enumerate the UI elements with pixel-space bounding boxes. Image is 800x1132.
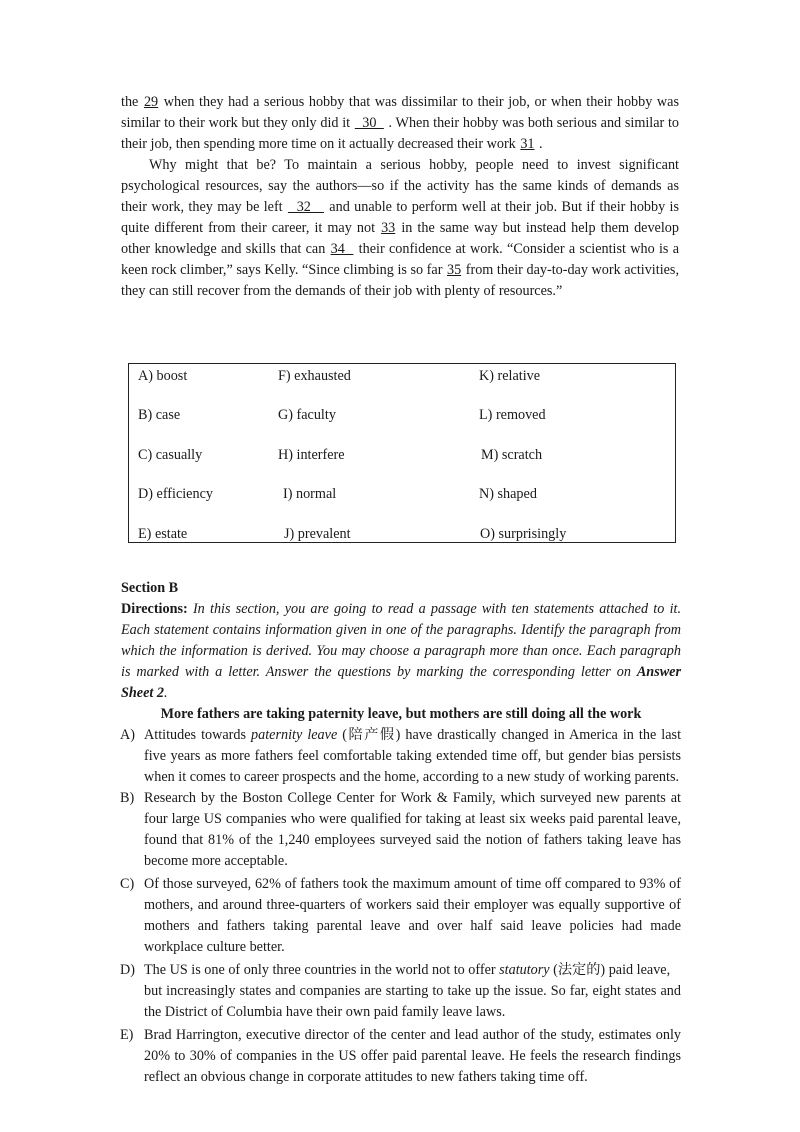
paragraph-c	[121, 874, 681, 958]
paragraph-text: Research by the Boston College Center for Work & Family, which surveyed new parents at four large US companies who were qualified for taking at least six weeks paid parental leave, found that 81% of the 1,240 employees surveyed said the notion of fathers taking leave has become more acceptable.	[144, 790, 681, 869]
paragraph-a	[121, 725, 681, 788]
word-option: C) casually	[138, 447, 203, 463]
text: from their day-to-day work activities, they can still recover from the demands of their job with plenty of resources.”	[121, 262, 680, 299]
blank-29: 29	[143, 94, 159, 110]
word-option: B) case	[138, 407, 181, 423]
paragraph-text	[144, 960, 681, 1023]
paragraph-letter: D)	[120, 962, 135, 978]
directions-end: .	[163, 685, 168, 701]
passage-continued	[121, 92, 679, 302]
word-option: J) prevalent	[284, 526, 351, 542]
paragraph-text: Brad Harrington, executive director of the center and lead author of the study, estimates only 20% to 30% of companies in the US offer paid parental leave. He feels the research findings reflect an obvious change in corporate attitudes to new fathers taking time off.	[144, 1027, 681, 1085]
word-option: D) efficiency	[138, 486, 213, 502]
italic-term: statutory	[499, 962, 550, 978]
blank-34: 34	[330, 241, 354, 257]
passage-paragraph-2	[121, 155, 679, 302]
paragraph-text: Of those surveyed, 62% of fathers took the maximum amount of time off compared to 93% of mothers, and around three-quarters of workers said their employer was equally supportive of mothers and fathers taking parental leave and over half said leave policies had made workplace culture better.	[144, 876, 681, 955]
passage-title: More fathers are taking paternity leave, but mothers are still doing all the work	[160, 706, 642, 722]
word-option: G) faculty	[278, 407, 336, 423]
section-title: Section B	[121, 580, 179, 596]
paragraph-letter: E)	[120, 1027, 134, 1043]
blank-33: 33	[381, 220, 396, 236]
text: (法定的) paid leave,	[549, 962, 671, 978]
answer-sheet-ref: Answer Sheet 2	[121, 664, 681, 701]
word-option: F) exhausted	[278, 368, 351, 384]
word-option: M) scratch	[481, 447, 543, 463]
text: in the same way but instead help them develop other knowledge and skills that can	[121, 220, 679, 257]
word-option: A) boost	[138, 368, 188, 384]
text: Why might that be? To maintain a serious hobby, people need to invest significant psychological resources, say the authors—so if the activity has the same kinds of demands as their work, they may be left	[121, 157, 679, 215]
text: their confidence at work. “Consider a scientist who is a keen rock climber,” says Kelly. “Since climbing is so far	[121, 241, 680, 278]
word-option: N) shaped	[479, 486, 537, 502]
text: but increasingly states and companies are starting to take up the issue. So far, eight states and the District of Columbia have their own paid family leave laws.	[144, 983, 681, 1020]
blank-30: 30	[354, 115, 384, 131]
text: .	[535, 136, 543, 152]
paragraph-letter: A)	[120, 727, 135, 743]
word-option: O) surprisingly	[480, 526, 567, 542]
section-b	[121, 578, 681, 1088]
paragraph-letter: C)	[120, 876, 135, 892]
text: The US is one of only three countries in the world not to offer	[144, 962, 500, 978]
blank-31: 31	[520, 136, 535, 152]
passage-paragraph-1	[121, 92, 679, 155]
directions-label: Directions:	[121, 601, 188, 617]
word-option: E) estate	[138, 526, 188, 542]
paragraph-d	[121, 960, 681, 1023]
text: Attitudes towards	[144, 727, 252, 743]
word-option: H) interfere	[278, 447, 345, 463]
text: when they had a serious hobby that was dissimilar to their job, or when their hobby was similar to their work but they only did it	[121, 94, 679, 131]
word-option: L) removed	[479, 407, 546, 423]
italic-term: paternity leave	[251, 727, 338, 743]
paragraph-e	[121, 1025, 681, 1088]
paragraph-letter: B)	[120, 790, 135, 806]
directions	[121, 599, 681, 704]
text: . When their hobby was both serious and similar to their job, then spending more time on it actually decreased their work	[121, 115, 680, 152]
word-option: K) relative	[479, 368, 541, 384]
word-option: I) normal	[283, 486, 337, 502]
blank-35: 35	[447, 262, 462, 278]
text: (陪产假) have drastically changed in America in the last five years as more fathers feel comfortable taking extended time off, but gender bias persists when it comes to career prospects and the home, according to a new study of working parents.	[144, 727, 682, 785]
text: and unable to perform well at their job. But if their hobby is quite different from their career, it may not	[121, 199, 680, 236]
paragraph-b	[121, 788, 681, 872]
paragraph-text	[144, 725, 681, 788]
word-bank-table	[128, 363, 676, 543]
directions-text: In this section, you are going to read a passage with ten statements attached to it. Each statement contains information given in one of the paragraphs. Identify the paragraph from which the information is derived. You may choose a paragraph more than once. Each paragraph is marked with a letter. Answer the questions by marking the corresponding letter on	[121, 601, 681, 680]
blank-32: 32	[287, 199, 324, 215]
text: the	[121, 94, 143, 110]
